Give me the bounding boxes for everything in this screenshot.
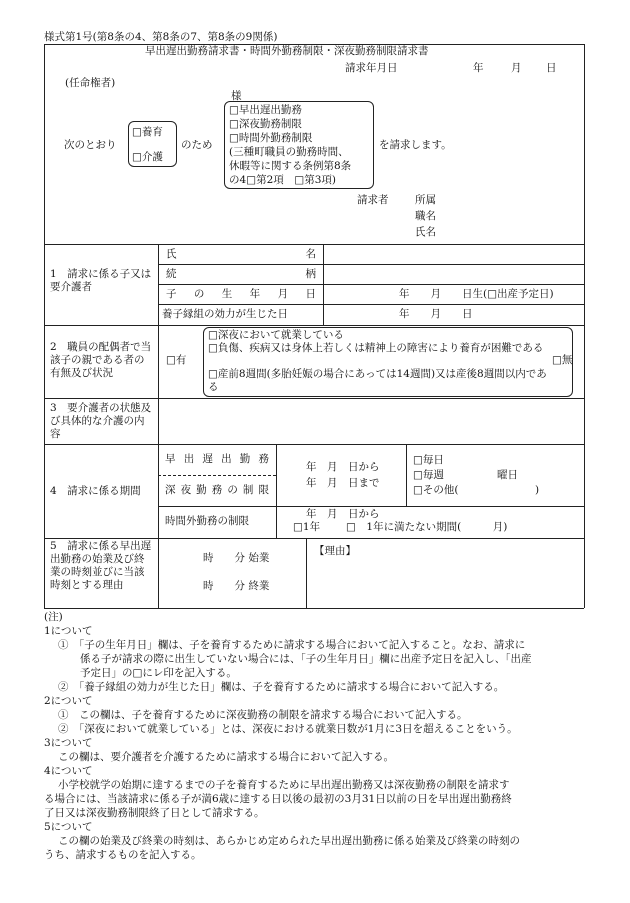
s1-relation-label: 続 柄 (166, 268, 316, 280)
request-overtime-limit-checkbox[interactable]: □時間外勤務制限 (229, 132, 313, 144)
s4-night-limit-label: 深 夜 勤 務 の 制 限 (165, 484, 269, 496)
s4-other-checkbox[interactable]: □その他( (413, 484, 459, 496)
s4-other-close: ) (535, 484, 540, 496)
ordinance-note-3[interactable]: の4□第2項 □第3項) (229, 174, 336, 186)
rule-s4-top (44, 444, 584, 445)
form-number: 様式第1号(第8条の4、第8条の7、第8条の9関係) (44, 31, 278, 43)
section3-label: 3 要介護者の状態及び具体的な介護の内容 (50, 402, 152, 441)
s1-name-label: 氏 名 (166, 248, 316, 260)
rule-s5-top (44, 538, 584, 539)
rule-s1-r3 (158, 304, 584, 305)
request-early-late-checkbox[interactable]: □早出遅出勤務 (229, 104, 302, 116)
s2-option-maternity[interactable]: □産前8週間(多胎妊娠の場合にあっては14週間)又は産後8週間以内である (208, 368, 547, 394)
s4-daily-checkbox[interactable]: □毎日 (413, 454, 444, 466)
requester-department-label: 所属 (415, 194, 436, 206)
s4-overtime-from[interactable]: 年 月 日から (306, 508, 380, 520)
rule-s5-col2 (306, 538, 307, 608)
request-date-label: 請求年月日 (345, 62, 398, 74)
section2-label: 2 職員の配偶者で当該子の親である者の有無及び状況 (50, 341, 152, 380)
request-date-month: 月 (511, 62, 522, 74)
s1-birthdate-value[interactable]: 年 月 日生(□出産予定日) (399, 288, 554, 300)
s4-weekly-checkbox[interactable]: □毎週 (413, 469, 444, 481)
rule-col1 (158, 244, 159, 608)
note5-heading: 5について (44, 821, 93, 833)
rule-s3-top (44, 398, 584, 399)
note2-line1: ① この欄は、子を養育するために深夜勤務の制限を請求する場合において記入する。 (58, 709, 468, 721)
purpose-nursing-checkbox[interactable]: □介護 (132, 151, 163, 163)
rule-s1-r1 (158, 264, 584, 265)
purpose-childcare-checkbox[interactable]: □養育 (132, 126, 163, 138)
ordinance-note-1: (三種町職員の勤務時間、 (229, 146, 349, 158)
request-date-day: 日 (546, 62, 557, 74)
frame-left (44, 44, 45, 608)
note4-line1: 小学校就学の始期に達するまでの子を養育するために早出遅出勤務又は深夜勤務の制限を請求す (58, 779, 510, 791)
rule-s4-col2 (276, 444, 277, 538)
note1-line3: 予定日」の□にレ印を記入する。 (80, 667, 237, 679)
form-title: 早出遅出勤務請求書・時間外勤務制限・深夜勤務制限請求書 (145, 45, 429, 57)
note3-heading: 3について (44, 737, 93, 749)
s2-option-disability[interactable]: □負傷、疾病又は身体上若しくは精神上の障害により養育が困難である (208, 342, 544, 354)
s4-overtime-less-checkbox[interactable]: □ 1年に満たない期間( 月) (346, 521, 508, 533)
note1-heading: 1について (44, 625, 93, 637)
section1-label: 1 請求に係る子又は要介護者 (50, 268, 152, 294)
rule-s4-r2 (158, 506, 584, 507)
s4-overtime-1year-checkbox[interactable]: □1年 (293, 521, 321, 533)
requester-label: 請求者 (357, 194, 389, 206)
note2-heading: 2について (44, 695, 93, 707)
s4-period-from[interactable]: 年 月 日から (306, 461, 380, 473)
s1-adoption-value[interactable]: 年 月 日 (399, 308, 473, 320)
note2-line2: ② 「深夜において就業している」とは、深夜における就業日数が1月に3日を超えることをいう。 (58, 723, 518, 735)
section4-label: 4 請求に係る期間 (50, 485, 141, 497)
note5-line2: うち、請求するものを記入する。 (44, 849, 202, 861)
requester-name-label: 氏名 (415, 226, 436, 238)
rule-s4-dash (158, 475, 276, 476)
appointing-authority: (任命権者) (65, 77, 116, 89)
frame-right (584, 44, 585, 608)
purpose-suffix: のため (181, 139, 213, 151)
request-date-year: 年 (473, 62, 484, 74)
rule-s1-r2 (158, 284, 584, 285)
honorific-sama: 様 (231, 90, 242, 102)
intro-text: 次のとおり (64, 139, 117, 151)
note1-line1: ① 「子の生年月日」欄は、子を養育するために請求する場合において記入すること。なお、請求に (58, 639, 526, 651)
s4-weekday-label: 曜日 (497, 469, 518, 481)
request-suffix: を請求します。 (379, 139, 452, 151)
s4-overtime-limit-label: 時間外勤務の制限 (165, 515, 249, 527)
s1-adoption-label: 養子縁組の効力が生じた日 (162, 308, 288, 320)
s5-start-time[interactable]: 時 分 始業 (203, 552, 270, 564)
note3-line1: この欄は、要介護者を介護するために請求する場合において記入する。 (58, 751, 394, 763)
frame-bottom (44, 608, 584, 609)
s2-no-checkbox[interactable]: □無 (552, 354, 573, 366)
s2-yes-checkbox[interactable]: □有 (166, 354, 187, 366)
note5-line1: この欄の始業及び終業の時刻は、あらかじめ定められた早出遅出勤務に係る始業及び終業の時刻の (58, 835, 520, 847)
s5-reason-label: 【理由】 (314, 545, 356, 557)
section5-label: 5 請求に係る早出遅出勤務の始業及び終業の時刻並びに当該時刻とする理由 (50, 540, 152, 592)
note4-heading: 4について (44, 765, 93, 777)
s2-option-night-work[interactable]: □深夜において就業している (208, 329, 344, 341)
rule-s2-top (44, 325, 584, 326)
note1-line2: 係る子が請求の際に出生していない場合には、「子の生年月日」欄に出産予定日を記入し、「出産 (80, 653, 532, 665)
s1-birthdate-label: 子 の 生 年 月 日 (166, 288, 316, 300)
notes-heading: (注) (44, 611, 63, 623)
note1-line4: ② 「養子縁組の効力が生じた日」欄は、子を養育するために請求する場合において記入する。 (58, 681, 505, 693)
s5-end-time[interactable]: 時 分 終業 (203, 580, 270, 592)
rule-s4-col3 (406, 444, 407, 506)
s4-early-late-label: 早 出 遅 出 勤 務 (165, 453, 269, 465)
rule-s1-top (44, 244, 584, 245)
requester-position-label: 職名 (415, 210, 436, 222)
note4-line3: 了日又は深夜勤務制限終了日として請求する。 (44, 807, 265, 819)
note4-line2: る場合には、当該請求に係る子が満6歳に達する日以後の最初の3月31日以前の日を早出遅出勤務終 (44, 793, 512, 805)
request-night-limit-checkbox[interactable]: □深夜勤務制限 (229, 118, 302, 130)
ordinance-note-2: 休暇等に関する条例第8条 (229, 160, 352, 172)
s4-period-to[interactable]: 年 月 日まで (306, 477, 380, 489)
